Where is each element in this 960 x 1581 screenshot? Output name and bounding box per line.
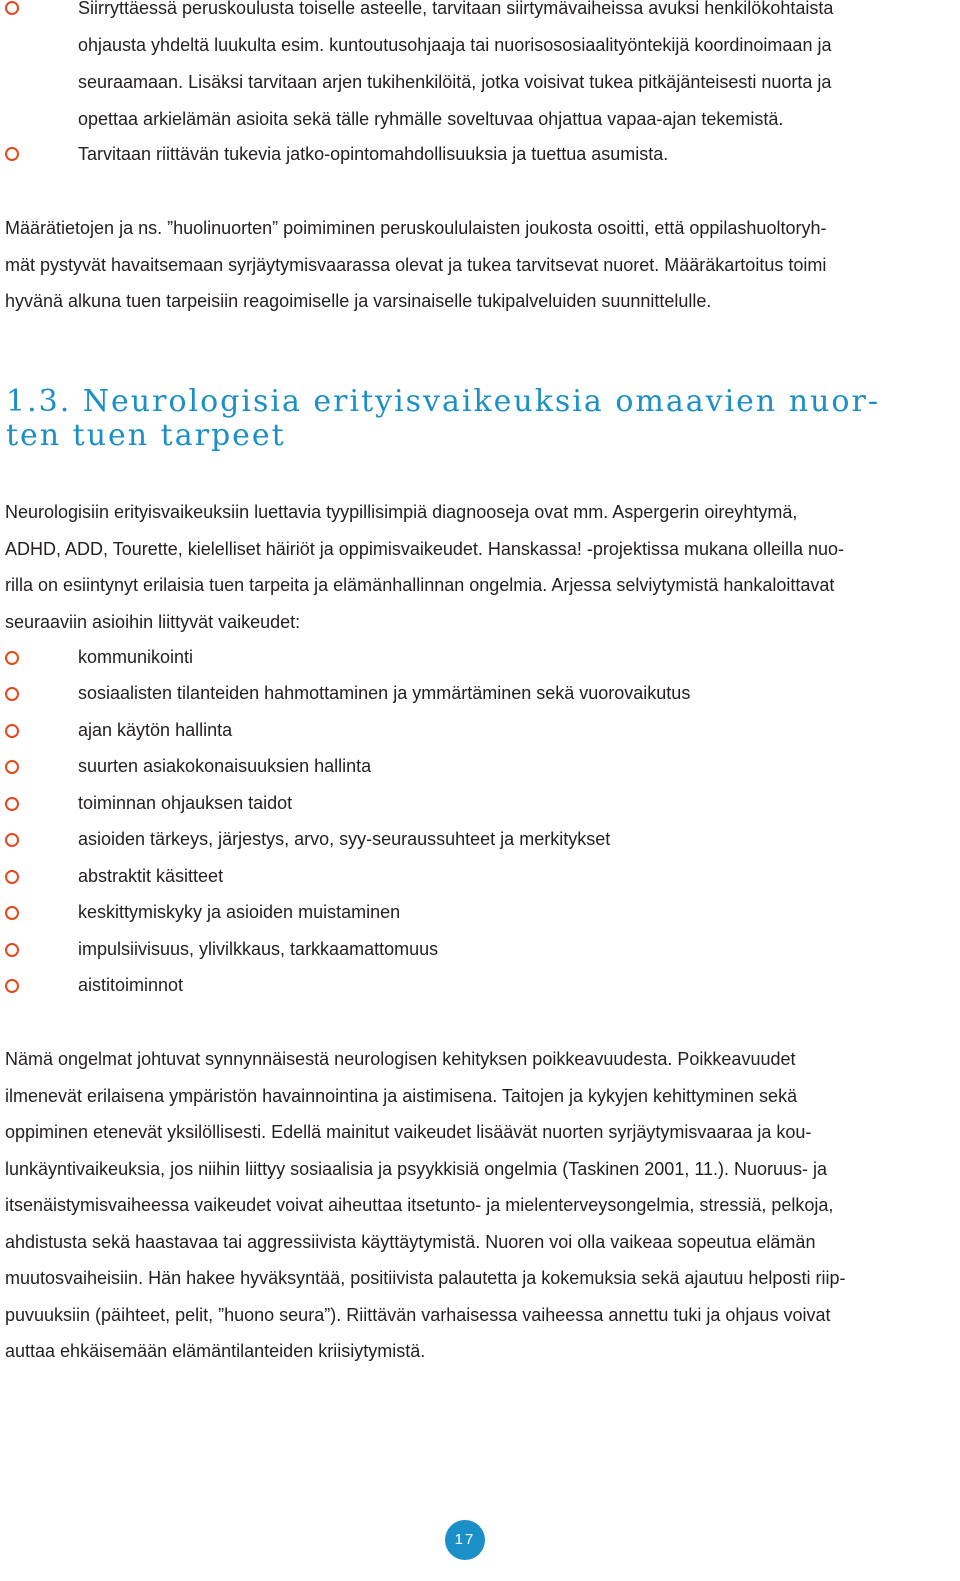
paragraph-line: auttaa ehkäisemään elämäntilanteiden kriisiytymistä.	[5, 1341, 426, 1361]
page-number-badge: 17	[445, 1520, 485, 1560]
paragraph-survey-findings	[5, 210, 955, 320]
paragraph-line: ADHD, ADD, Tourette, kielelliset häiriöt ja oppimisvaikeudet. Hanskassa! -projektissa mukana olleilla nuo-	[5, 538, 845, 559]
section-heading	[6, 385, 880, 453]
bullet-circle-icon	[5, 687, 19, 701]
list-item: impulsiivisuus, ylivilkkaus, tarkkaamattomuus	[78, 939, 439, 959]
bullet-circle-icon	[5, 147, 19, 161]
bullet-line: opettaa arkielämän asioita sekä tälle ryhmälle soveltuvaa ohjattua vapaa-ajan tekemistä.	[78, 109, 784, 129]
bullet-circle-icon	[5, 760, 19, 774]
bullet-circle-icon	[5, 943, 19, 957]
paragraph-line: ilmenevät erilaisena ympäristön havainnointina ja aistimisena. Taitojen ja kykyjen kehittyminen sekä	[5, 1085, 798, 1106]
paragraph-line: ahdistusta sekä haastavaa tai aggressiivista käyttäytymistä. Nuoren voi olla vaikeaa sopeutua elämän	[5, 1231, 816, 1252]
paragraph-diagnoses	[5, 494, 955, 640]
bullet-line: Tarvitaan riittävän tukevia jatko-opintomahdollisuuksia ja tuettua asumista.	[78, 144, 669, 164]
paragraph-line: rilla on esiintynyt erilaisia tuen tarpeita ja elämänhallinnan ongelmia. Arjessa selviytymistä hankaloittavat	[5, 575, 835, 595]
bullet-circle-icon	[5, 979, 19, 993]
paragraph-line: hyvänä alkuna tuen tarpeisiin reagoimiselle ja varsinaiselle tukipalveluiden suunnittelulle.	[5, 291, 712, 311]
list-item: toiminnan ohjauksen taidot	[78, 793, 293, 813]
intro-bullet-item	[78, 136, 668, 173]
bullet-line: Siirryttäessä peruskoulusta toiselle asteelle, tarvitaan siirtymävaiheissa avuksi henkilökohtaista	[78, 0, 834, 18]
list-item: ajan käytön hallinta	[78, 720, 233, 740]
bullet-circle-icon	[5, 797, 19, 811]
bullet-circle-icon	[5, 651, 19, 665]
bullet-circle-icon	[5, 870, 19, 884]
paragraph-line: Neurologisiin erityisvaikeuksiin luettavia tyypillisimpiä diagnooseja ovat mm. Aspergerin oireyhtymä,	[5, 502, 798, 522]
bullet-circle-icon	[5, 724, 19, 738]
bullet-circle-icon	[5, 906, 19, 920]
list-item: sosiaalisten tilanteiden hahmottaminen ja ymmärtäminen sekä vuorovaikutus	[78, 683, 691, 703]
intro-bullet-item	[78, 0, 833, 138]
heading-line: ten tuen tarpeet	[6, 418, 286, 453]
bullet-circle-icon	[5, 833, 19, 847]
list-item: kommunikointi	[78, 647, 194, 667]
bullet-circle-icon	[5, 1, 19, 15]
paragraph-consequences	[5, 1041, 955, 1370]
list-item: aistitoiminnot	[78, 975, 184, 995]
bullet-line: seuraamaan. Lisäksi tarvitaan arjen tukihenkilöitä, jotka voisivat tukea pitkäjänteisesti nuorta ja	[78, 72, 832, 92]
list-item: suurten asiakokonaisuuksien hallinta	[78, 756, 372, 776]
paragraph-line: oppiminen etenevät yksilöllisesti. Edellä mainitut vaikeudet lisäävät nuorten syrjäytymisvaaraa ja kou-	[5, 1122, 812, 1142]
paragraph-line: itsenäistymisvaiheessa vaikeudet voivat aiheuttaa itsetunto- ja mielenterveysongelmia, stressiä, pelkoja,	[5, 1195, 834, 1215]
paragraph-line: lunkäyntivaikeuksia, jos niihin liittyy sosiaalisia ja psyykkisiä ongelmia (Taskinen 2001, 11.). Nuoruus- ja	[5, 1158, 828, 1179]
list-item: abstraktit käsitteet	[78, 866, 224, 886]
paragraph-line: muutosvaiheisiin. Hän hakee hyväksyntää, positiivista palautetta ja kokemuksia sekä ajautuu helposti riip-	[5, 1268, 846, 1288]
list-item: keskittymiskyky ja asioiden muistaminen	[78, 902, 401, 922]
heading-line: 1.3. Neurologisia erityisvaikeuksia omaavien nuor-	[6, 384, 880, 419]
paragraph-line: seuraaviin asioihin liittyvät vaikeudet:	[5, 611, 301, 632]
paragraph-line: Nämä ongelmat johtuvat synnynnäisestä neurologisen kehityksen poikkeavuudesta. Poikkeavuudet	[5, 1049, 796, 1069]
paragraph-line: puvuuksiin (päihteet, pelit, ”huono seura”). Riittävän varhaisessa vaiheessa annettu tuki ja ohjaus voivat	[5, 1304, 831, 1325]
paragraph-line: mät pystyvät havaitsemaan syrjäytymisvaarassa olevat ja tukea tarvitsevat nuoret. Määräkartoitus toimi	[5, 254, 827, 275]
list-item: asioiden tärkeys, järjestys, arvo, syy-seuraussuhteet ja merkitykset	[78, 829, 611, 849]
bullet-line: ohjausta yhdeltä luukulta esim. kuntoutusohjaaja tai nuorisososiaalityöntekijä koordinoimaan ja	[78, 35, 832, 55]
paragraph-line: Määrätietojen ja ns. ”huolinuorten” poimiminen peruskoululaisten joukosta osoitti, että oppilashuoltoryh-	[5, 218, 827, 238]
